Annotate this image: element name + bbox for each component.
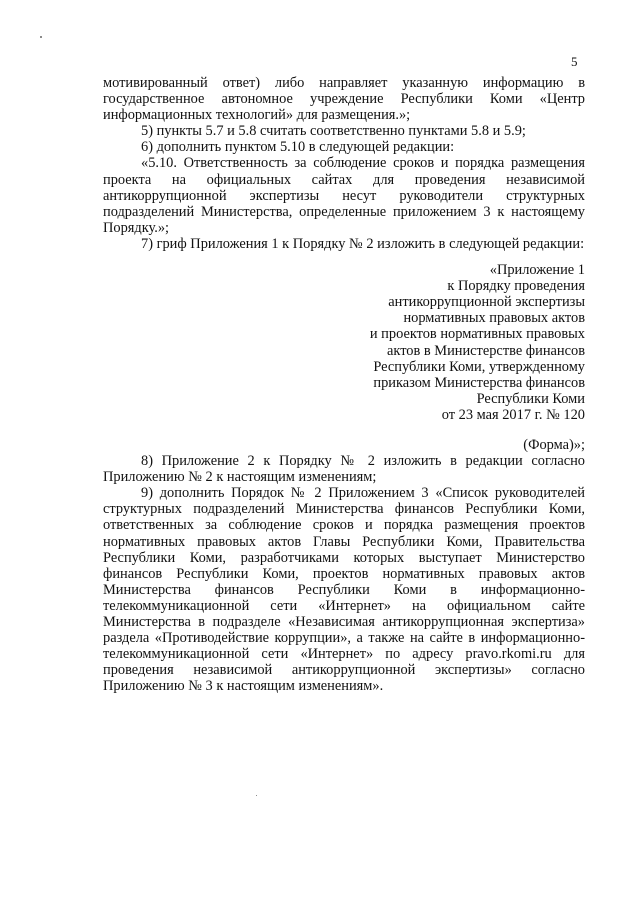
paragraph-item-7: 7) гриф Приложения 1 к Порядку № 2 изложить в следующей редакции: — [141, 235, 585, 252]
scan-speck — [40, 36, 42, 38]
stamp-line: нормативных правовых актов — [403, 310, 585, 327]
appendix-stamp — [103, 262, 585, 423]
stamp-line: антикоррупционной экспертизы — [388, 294, 585, 311]
document-body — [103, 75, 585, 694]
paragraph-continuation: мотивированный ответ) либо направляет указанную информацию в государственное автономное учреждение Республики Коми «Центр информационных технологий» для размещения.»; — [103, 75, 585, 124]
stamp-line: приказом Министерства финансов — [373, 374, 585, 391]
stamp-line: от 23 мая 2017 г. № 120 — [441, 406, 585, 423]
paragraph-item-6: 6) дополнить пунктом 5.10 в следующей редакции: — [141, 139, 455, 156]
paragraph-item-9: 9) дополнить Порядок № 2 Приложением 3 «Список руководителей структурных подразделений Министерства финансов Республики Коми, ответственных за соблюдение сроков и порядка размещения проектов нормативных правовых актов Главы Республики Коми, Правительства Республики Коми, разработчиками которых выступает Министерство финансов Республики Коми, проектов нормативных правовых актов Министерства финансов Республики Коми в информационно-телекоммуникационной сети «Интернет» на официальном сайте Министерства в подразделе «Независимая антикоррупционная экспертиза» раздела «Противодействие коррупции», а также на сайте в информационно-телекоммуникационной сети «Интернет» по адресу pravo.rkomi.ru для проведения независимой антикоррупционной экспертизы» согласно Приложению № 3 к настоящим изменениям». — [103, 485, 585, 695]
paragraph-item-5: 5) пункты 5.7 и 5.8 считать соответственно пунктами 5.8 и 5.9; — [141, 123, 526, 140]
stamp-line: к Порядку проведения — [447, 278, 585, 295]
paragraph-item-8: 8) Приложение 2 к Порядку № 2 изложить в редакции согласно Приложению № 2 к настоящим изменениям; — [103, 453, 585, 486]
forma-label: (Форма)»; — [523, 436, 585, 453]
stamp-line: Республики Коми — [476, 390, 585, 407]
stamp-line: актов в Министерстве финансов — [387, 342, 585, 359]
page-number: 5 — [571, 54, 578, 69]
stamp-line: и проектов нормативных правовых — [369, 326, 585, 343]
scan-speck — [256, 795, 257, 796]
stamp-line: Республики Коми, утвержденному — [373, 358, 585, 375]
paragraph-quote-5-10: «5.10. Ответственность за соблюдение сроков и порядка размещения проекта на официальных сайтах для проведения независимой антикоррупционной экспертизы несут руководители структурных подразделений Министерства, определенные приложением 3 к настоящему Порядку.»; — [103, 155, 585, 236]
stamp-line: «Приложение 1 — [489, 262, 585, 279]
